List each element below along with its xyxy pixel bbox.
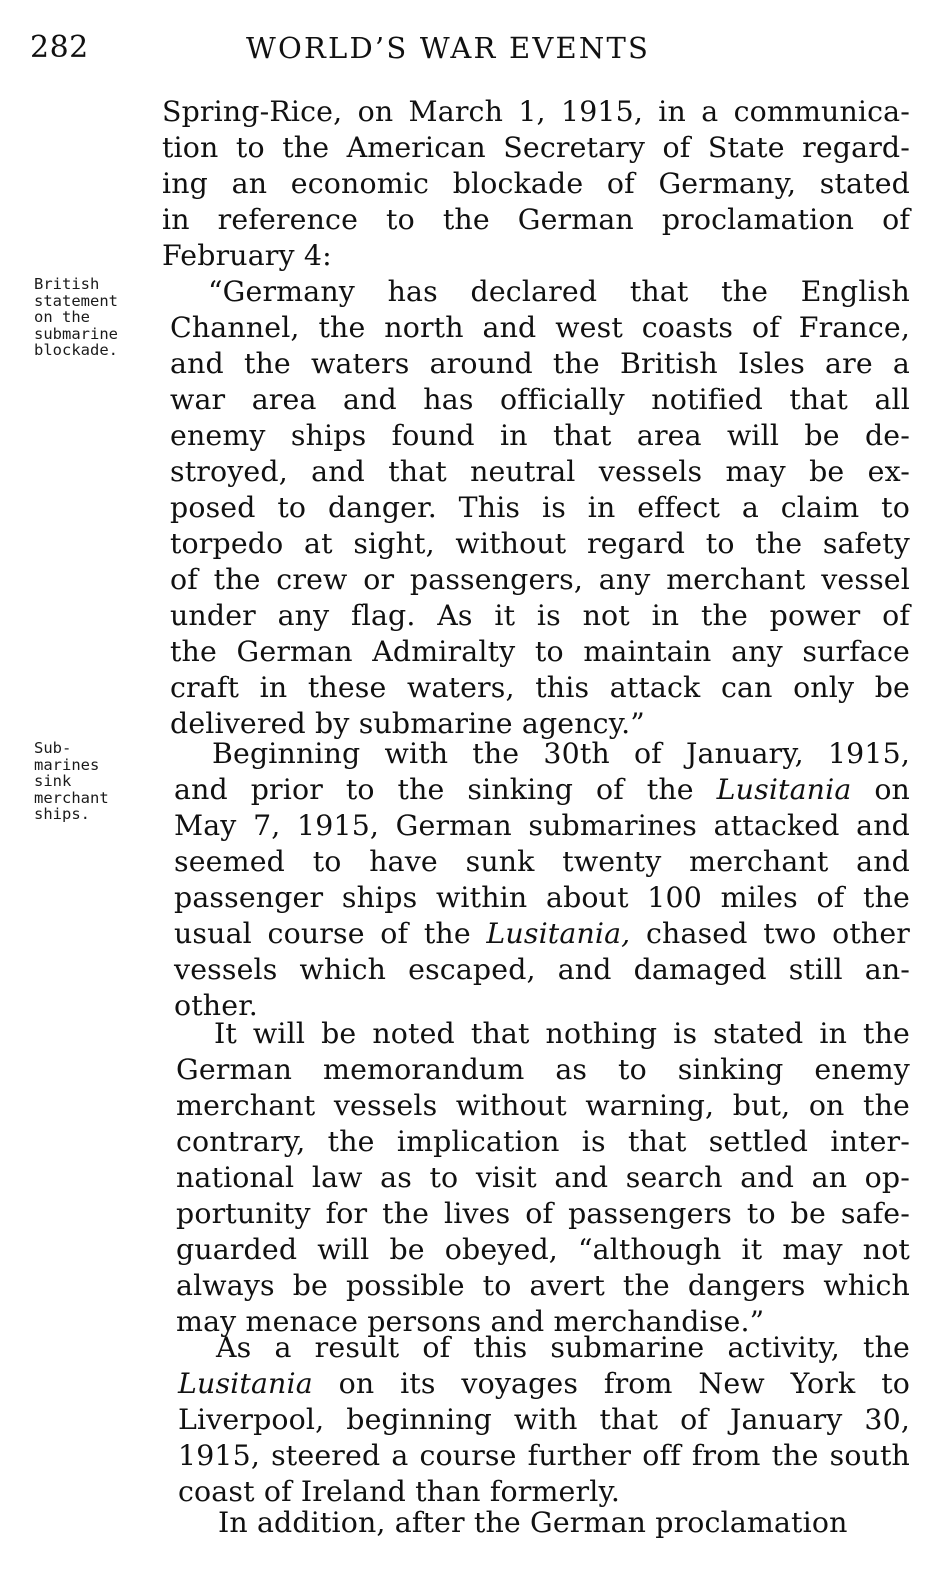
- text-line: German memorandum as to sinking enemy: [176, 1053, 910, 1086]
- paragraph: [178, 1330, 910, 1510]
- text-line: Channel, the north and west coasts of France,: [170, 311, 910, 344]
- paragraph: [174, 736, 910, 1024]
- margin-note-line: Sub-: [34, 739, 72, 757]
- text-line: coast of Ireland than formerly.: [178, 1475, 621, 1508]
- text-line: in reference to the German proclamation of: [162, 203, 910, 236]
- text-line: enemy ships found in that area will be de-: [170, 419, 910, 452]
- text-line: and the waters around the British Isles are a: [170, 347, 910, 380]
- text-line: always be possible to avert the dangers which: [176, 1269, 910, 1302]
- margin-note-line: marines: [34, 755, 100, 774]
- text-line: guarded will be obeyed, “although it may not: [176, 1233, 910, 1266]
- text-line: posed to danger. This is in effect a claim to: [170, 491, 910, 524]
- text-line: torpedo at sight, without regard to the safety: [170, 527, 910, 560]
- paragraph: [170, 274, 910, 742]
- margin-note-british-statement: [34, 276, 154, 359]
- margin-note-line: on the: [34, 308, 90, 326]
- text-line: and prior to the sinking of the Lusitania on: [174, 773, 910, 806]
- paragraph: [176, 1016, 910, 1340]
- text-line: Lusitania on its voyages from New York to: [178, 1367, 910, 1400]
- text-line: May 7, 1915, German submarines attacked and: [174, 809, 910, 842]
- margin-note-line: submarine: [34, 324, 118, 343]
- text-line: It will be noted that nothing is stated in the: [214, 1017, 910, 1050]
- text-line: the German Admiralty to maintain any surface: [170, 635, 910, 668]
- text-line: Liverpool, beginning with that of January 30,: [178, 1403, 910, 1436]
- text-line: “Germany has declared that the English: [208, 275, 910, 308]
- text-line: Spring-Rice, on March 1, 1915, in a communica-: [162, 95, 910, 128]
- text-line: As a result of this submarine activity, the: [216, 1331, 910, 1364]
- text-line: delivered by submarine agency.”: [170, 707, 645, 740]
- text-line: In addition, after the German proclamation: [218, 1506, 848, 1539]
- margin-note-line: sink: [34, 772, 72, 790]
- text-line: under any flag. As it is not in the power of: [170, 599, 910, 632]
- margin-note-submarines-sink: [34, 740, 154, 823]
- text-line: stroyed, and that neutral vessels may be ex-: [170, 455, 910, 488]
- paragraph: [162, 94, 910, 274]
- page-number: 282: [30, 30, 89, 65]
- text-line: February 4:: [162, 239, 332, 272]
- text-line: national law as to visit and search and an op-: [176, 1161, 910, 1194]
- text-line: may menace persons and merchandise.”: [176, 1305, 765, 1338]
- text-line: seemed to have sunk twenty merchant and: [174, 845, 910, 878]
- text-line: contrary, the implication is that settled inter-: [176, 1125, 910, 1158]
- text-line: Beginning with the 30th of January, 1915,: [212, 737, 910, 770]
- text-line: usual course of the Lusitania, chased two other: [174, 917, 911, 950]
- margin-note-line: blockade.: [34, 341, 118, 359]
- text-line: other.: [174, 989, 258, 1022]
- text-line: merchant vessels without warning, but, on the: [176, 1089, 910, 1122]
- text-line: ing an economic blockade of Germany, stated: [162, 167, 910, 200]
- paragraph: [180, 1505, 910, 1541]
- text-line: of the crew or passengers, any merchant vessel: [170, 563, 910, 596]
- margin-note-line: merchant: [34, 788, 109, 807]
- margin-note-line: British: [34, 275, 100, 293]
- text-line: 1915, steered a course further off from the south: [178, 1439, 910, 1472]
- text-line: passenger ships within about 100 miles of the: [174, 881, 910, 914]
- margin-note-line: ships.: [34, 805, 90, 823]
- running-title: WORLD’S WAR EVENTS: [246, 31, 651, 65]
- text-line: portunity for the lives of passengers to be safe-: [176, 1197, 910, 1230]
- text-line: tion to the American Secretary of State regard-: [162, 131, 910, 164]
- text-line: war area and has officially notified that all: [170, 383, 910, 416]
- text-line: vessels which escaped, and damaged still an-: [174, 953, 910, 986]
- margin-note-line: statement: [34, 291, 118, 310]
- text-line: craft in these waters, this attack can only be: [170, 671, 910, 704]
